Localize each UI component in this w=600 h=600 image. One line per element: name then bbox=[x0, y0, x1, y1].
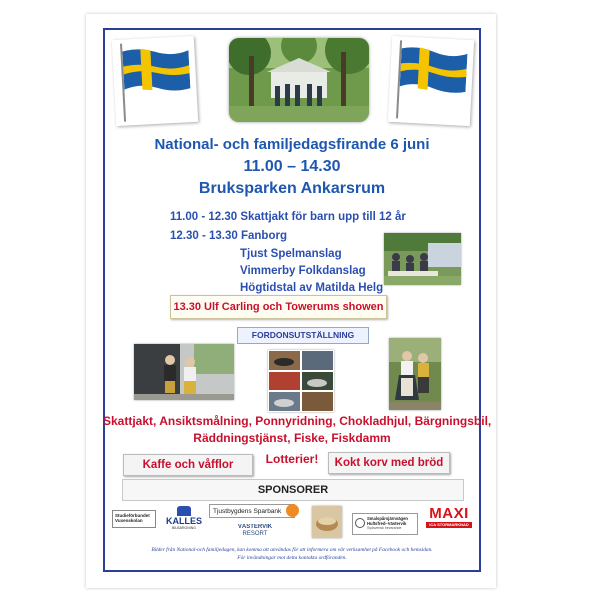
folk-dancers-photo bbox=[134, 344, 234, 400]
event-title: National- och familjedagsfirande 6 juni bbox=[154, 136, 430, 153]
train-wheel-icon bbox=[355, 518, 365, 528]
crowd-photo bbox=[384, 233, 461, 285]
smalspar-name: Smalspårsjärnvägen Hultsfred–Västervik bbox=[367, 516, 408, 526]
kalles-sub: BILBÄRGNING bbox=[172, 526, 196, 530]
food-box-sausage: Kokt korv med bröd bbox=[328, 452, 450, 474]
footer-line: Bilder från National-och familjedagen, kan komma att användas för att informera om vår verksamhet på Facebook och hemsidan. bbox=[151, 547, 433, 553]
kalles-name: KALLES bbox=[166, 516, 202, 526]
sparbank-logo bbox=[209, 504, 295, 518]
flag-card-right bbox=[388, 36, 474, 126]
smalspar-sub: Sydsvensk bevarande bbox=[367, 526, 402, 530]
event-time: 11.00 – 14.30 bbox=[243, 158, 341, 175]
kalles-logo bbox=[166, 506, 202, 536]
truck-icon bbox=[177, 506, 191, 516]
schedule-item: 12.30 - 13.30 Fanborg bbox=[170, 230, 287, 242]
vastervik-name: VÄSTERVIK bbox=[237, 524, 273, 530]
studieforbundet-logo bbox=[112, 510, 156, 528]
vehicle-collage-photo bbox=[268, 350, 334, 412]
vastervik-sub: RESORT bbox=[242, 531, 268, 537]
vehicle-show-label: FORDONSUTSTÄLLNING bbox=[237, 327, 369, 344]
sponsor-cake-image bbox=[312, 506, 342, 538]
schedule-item: Högtidstal av Matilda Helg bbox=[240, 282, 384, 294]
lottery-text: Lotterier! bbox=[265, 452, 319, 466]
photo-consent-footer bbox=[112, 546, 472, 562]
park-pavilion-photo bbox=[229, 38, 369, 122]
sparbank-name: Tjustbygdens Sparbank bbox=[213, 508, 282, 515]
swedish-flag-icon bbox=[399, 46, 467, 93]
event-venue: Bruksparken Ankarsrum bbox=[198, 180, 386, 197]
footer-line: För invändningar mot detta kontakta ordföranden. bbox=[237, 555, 347, 561]
maxi-name: MAXI bbox=[429, 506, 469, 522]
schedule-item: 11.00 - 12.30 Skattjakt för barn upp till 12 år bbox=[170, 211, 406, 223]
schedule-item: Tjust Spelmanslag bbox=[240, 248, 342, 260]
sparbank-emblem-icon bbox=[286, 504, 299, 517]
food-box-coffee: Kaffe och våfflor bbox=[123, 454, 253, 476]
flag-card-left bbox=[112, 36, 198, 126]
studieforbundet-name: Studieförbundet Vuxenskolan bbox=[115, 513, 150, 523]
sponsors-header: SPONSORER bbox=[122, 479, 464, 501]
dancing-couple-photo bbox=[389, 338, 441, 410]
highlight-box: 13.30 Ulf Carling och Towerums showen bbox=[170, 295, 387, 319]
maxi-logo bbox=[424, 506, 474, 530]
smalspar-logo bbox=[352, 513, 418, 535]
schedule-item: Vimmerby Folkdanslag bbox=[240, 265, 366, 277]
activities-line: Räddningstjänst, Fiske, Fiskdamm bbox=[193, 431, 391, 445]
swedish-flag-icon bbox=[122, 46, 190, 93]
maxi-sub: ICA STORMARKNAD bbox=[426, 522, 472, 528]
vastervik-resort-logo bbox=[230, 524, 280, 544]
activities-line: Skattjakt, Ansiktsmålning, Ponnyridning, Chokladhjul, Bärgningsbil, bbox=[103, 414, 492, 428]
